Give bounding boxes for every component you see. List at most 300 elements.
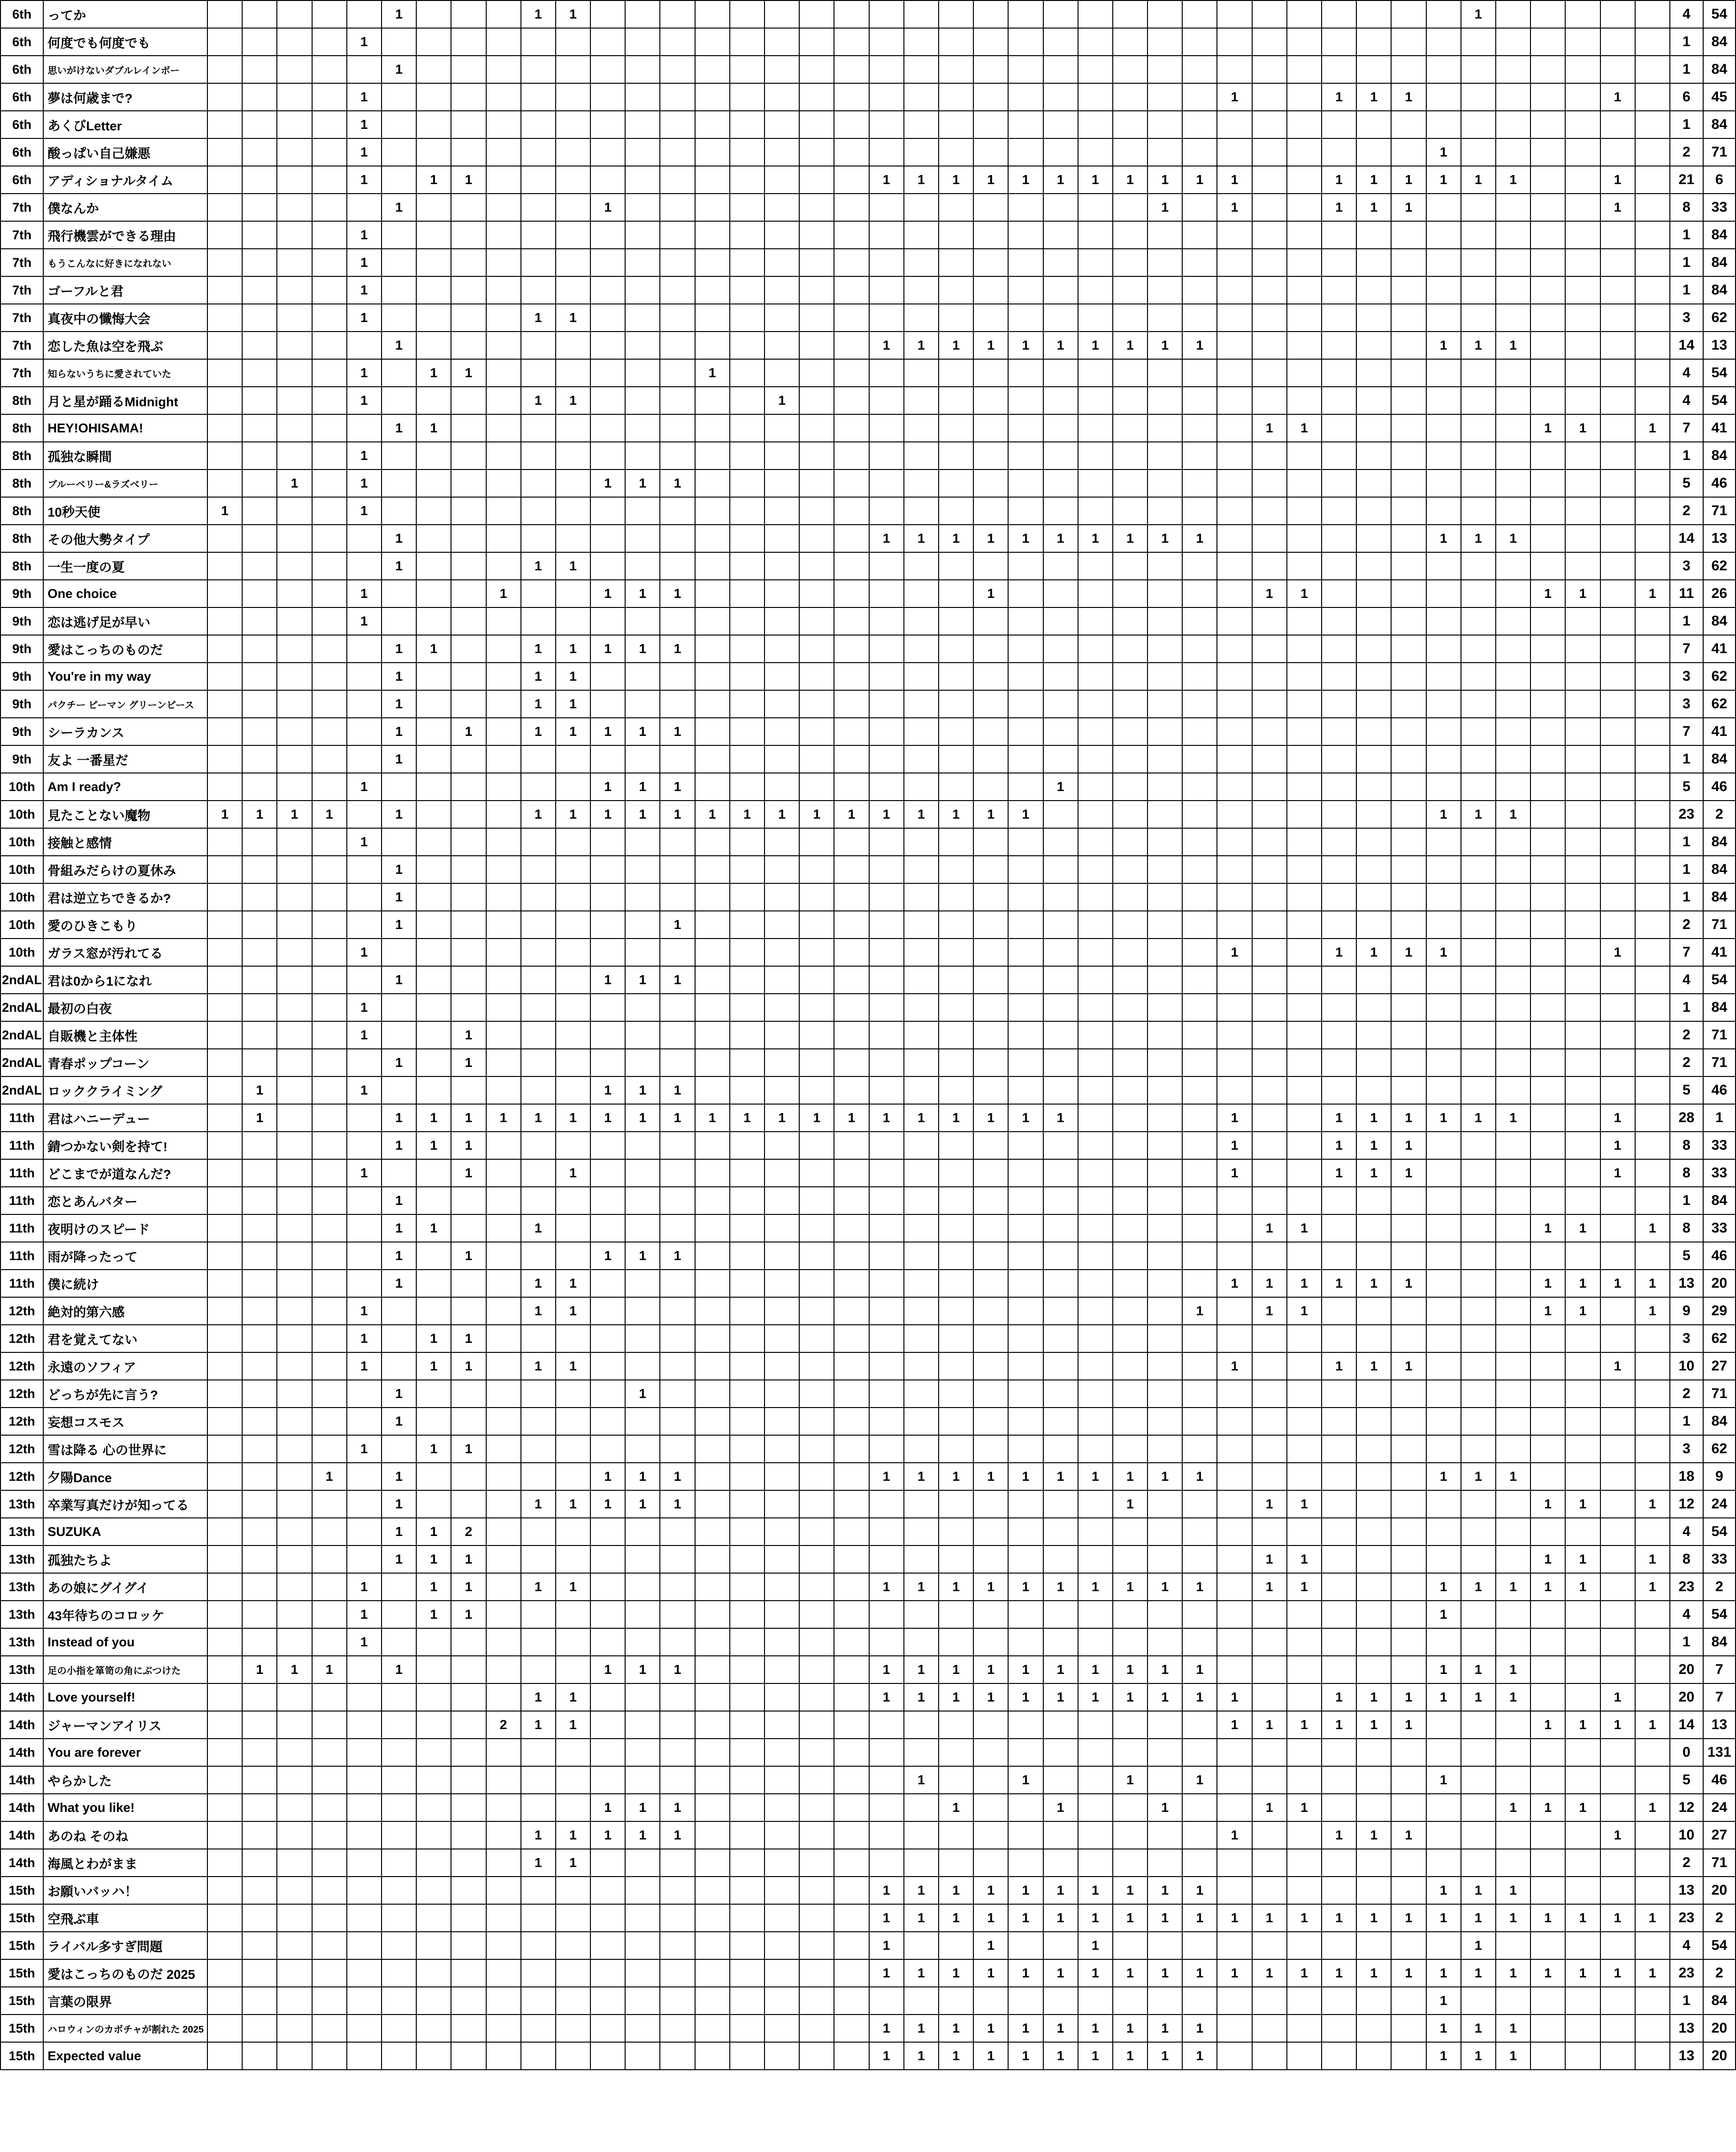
tally-cell [1043, 359, 1078, 387]
tally-cell [1356, 276, 1391, 304]
tally-cell [207, 1821, 242, 1849]
rank-cell: 62 [1703, 1435, 1736, 1463]
tally-cell [1043, 801, 1078, 828]
table-row [0, 663, 1736, 690]
tally-cell [1148, 28, 1182, 56]
tally-cell [1287, 1849, 1322, 1877]
tally-cell [347, 2042, 382, 2070]
tally-cell [973, 1711, 1008, 1739]
tally-cell [347, 1877, 382, 1904]
tally-cell [1008, 249, 1043, 276]
tally-cell [1391, 1987, 1426, 2015]
tally-cell [1217, 111, 1252, 138]
tally-cell [1113, 387, 1148, 414]
tally-cell [590, 221, 625, 249]
table-row [0, 1380, 1736, 1408]
tally-cell: 1 [382, 194, 416, 221]
tally-cell [1530, 221, 1565, 249]
tally-cell [730, 1297, 765, 1325]
tally-cell [416, 1463, 451, 1490]
tally-cell: 1 [416, 414, 451, 442]
tally-cell [834, 1435, 869, 1463]
tally-cell: 1 [1078, 525, 1113, 552]
tally-cell [1635, 966, 1670, 994]
tally-cell [1496, 0, 1530, 28]
tally-cell [1182, 28, 1217, 56]
total-count-cell: 1 [1670, 1987, 1703, 2015]
tally-cell: 1 [416, 1601, 451, 1628]
tally-cell [1322, 249, 1356, 276]
tally-cell [1217, 994, 1252, 1021]
tally-cell [416, 56, 451, 83]
total-count-cell: 10 [1670, 1821, 1703, 1849]
tally-cell: 1 [1252, 1297, 1287, 1325]
tally-cell: 1 [1078, 2015, 1113, 2042]
tally-cell: 1 [556, 718, 590, 745]
tally-cell [1530, 2042, 1565, 2070]
tally-cell [451, 1214, 486, 1242]
tally-cell [730, 304, 765, 332]
tally-cell [207, 56, 242, 83]
tally-cell [1008, 1076, 1043, 1104]
tally-cell [660, 1325, 695, 1352]
tally-cell [1426, 387, 1461, 414]
table-row [0, 1490, 1736, 1518]
tally-cell [277, 1959, 312, 1987]
tally-cell [277, 28, 312, 56]
tally-cell [556, 580, 590, 607]
total-count-cell: 4 [1670, 359, 1703, 387]
tally-cell [1287, 304, 1322, 332]
tally-cell: 1 [347, 497, 382, 525]
tally-cell [486, 166, 521, 194]
tally-cell [1252, 1242, 1287, 1270]
tally-cell [486, 1849, 521, 1877]
tally-cell [1600, 1849, 1635, 1877]
tally-cell [660, 1214, 695, 1242]
tally-cell: 1 [521, 1683, 556, 1711]
tally-cell [1287, 1932, 1322, 1959]
tally-cell [1600, 56, 1635, 83]
tally-cell [869, 1270, 904, 1297]
tally-cell [451, 1711, 486, 1739]
tally-cell [1217, 414, 1252, 442]
tally-cell [730, 718, 765, 745]
tally-cell: 1 [1391, 1821, 1426, 1849]
tally-cell [695, 1546, 730, 1573]
tally-cell [1217, 2042, 1252, 2070]
tally-cell [347, 1463, 382, 1490]
tally-cell: 1 [242, 1104, 277, 1132]
tally-cell [416, 1821, 451, 1849]
tally-cell [312, 1739, 347, 1766]
tally-cell [1078, 1187, 1113, 1214]
tally-cell [277, 1766, 312, 1794]
song-title-cell: 43年待ちのコロッケ [43, 1601, 207, 1628]
tally-cell [1496, 1628, 1530, 1656]
tally-cell [312, 1214, 347, 1242]
tally-cell [1043, 911, 1078, 939]
tally-cell [1217, 773, 1252, 801]
tally-cell [799, 1049, 834, 1076]
tally-cell [1113, 1104, 1148, 1132]
tally-cell [1635, 1739, 1670, 1766]
tally-cell [277, 414, 312, 442]
tally-cell: 1 [382, 1242, 416, 1270]
tally-cell: 1 [973, 801, 1008, 828]
release-cell: 9th [0, 663, 43, 690]
tally-cell [834, 1076, 869, 1104]
tally-cell: 1 [1391, 1683, 1426, 1711]
tally-cell [904, 470, 939, 497]
tally-cell [590, 1159, 625, 1187]
tally-cell [1391, 994, 1426, 1021]
tally-cell: 1 [1356, 83, 1391, 111]
tally-cell [1182, 1987, 1217, 2015]
tally-cell: 1 [1287, 1546, 1322, 1573]
tally-cell: 1 [347, 387, 382, 414]
rank-cell: 2 [1703, 1959, 1736, 1987]
tally-cell [834, 1601, 869, 1628]
tally-cell [869, 1739, 904, 1766]
tally-cell [1461, 1076, 1496, 1104]
tally-cell [1078, 276, 1113, 304]
tally-cell [1113, 1242, 1148, 1270]
tally-cell [1008, 1408, 1043, 1435]
tally-cell [1043, 1628, 1078, 1656]
release-cell: 14th [0, 1794, 43, 1821]
tally-cell [939, 28, 973, 56]
tally-cell [242, 2015, 277, 2042]
tally-cell: 1 [1426, 1987, 1461, 2015]
tally-cell [869, 1821, 904, 1849]
tally-cell [1252, 773, 1287, 801]
tally-cell: 1 [939, 801, 973, 828]
tally-cell: 1 [556, 801, 590, 828]
tally-cell [1426, 856, 1461, 883]
tally-cell [869, 111, 904, 138]
tally-cell [242, 1021, 277, 1049]
tally-cell [1530, 1683, 1565, 1711]
tally-cell: 1 [556, 1821, 590, 1849]
rank-cell: 33 [1703, 1214, 1736, 1242]
tally-cell [347, 56, 382, 83]
tally-cell [1113, 304, 1148, 332]
tally-cell: 1 [1496, 2042, 1530, 2070]
tally-cell [242, 83, 277, 111]
tally-cell [347, 1546, 382, 1573]
song-title-cell: 月と星が踊るMidnight [43, 387, 207, 414]
song-title-cell: 君は0から1になれ [43, 966, 207, 994]
tally-cell [1008, 1546, 1043, 1573]
tally-cell [1287, 883, 1322, 911]
tally-cell [660, 221, 695, 249]
tally-cell [277, 1021, 312, 1049]
rank-cell: 54 [1703, 0, 1736, 28]
tally-cell [242, 635, 277, 663]
tally-cell [1217, 745, 1252, 773]
release-cell: 13th [0, 1628, 43, 1656]
tally-cell: 1 [590, 966, 625, 994]
tally-cell [1008, 1518, 1043, 1546]
tally-cell [1426, 1159, 1461, 1187]
tally-cell [1322, 1049, 1356, 1076]
tally-cell [1635, 2042, 1670, 2070]
release-cell: 12th [0, 1435, 43, 1463]
release-cell: 11th [0, 1187, 43, 1214]
tally-cell [1461, 1546, 1496, 1573]
tally-cell [451, 1849, 486, 1877]
tally-cell [1426, 1076, 1461, 1104]
tally-cell [590, 497, 625, 525]
tally-cell: 1 [521, 1711, 556, 1739]
tally-cell: 1 [347, 221, 382, 249]
tally-cell [382, 1159, 416, 1187]
song-title-cell: 孤独たちよ [43, 1546, 207, 1573]
tally-cell [660, 138, 695, 166]
tally-cell [1496, 1021, 1530, 1049]
tally-cell [799, 1711, 834, 1739]
tally-cell [590, 56, 625, 83]
tally-cell [1322, 1656, 1356, 1683]
tally-cell [1391, 1463, 1426, 1490]
tally-cell [625, 1932, 660, 1959]
tally-cell [660, 883, 695, 911]
tally-cell [1182, 828, 1217, 856]
tally-cell [660, 387, 695, 414]
tally-cell [730, 828, 765, 856]
tally-cell [1287, 1352, 1322, 1380]
tally-cell [695, 414, 730, 442]
tally-cell [1391, 249, 1426, 276]
tally-cell: 1 [1287, 1270, 1322, 1297]
tally-cell [1530, 1849, 1565, 1877]
tally-cell [799, 2015, 834, 2042]
total-count-cell: 1 [1670, 56, 1703, 83]
tally-cell [869, 387, 904, 414]
tally-cell [1426, 1490, 1461, 1518]
tally-cell [590, 690, 625, 718]
tally-cell [1287, 83, 1322, 111]
tally-cell [799, 663, 834, 690]
tally-cell [799, 111, 834, 138]
tally-cell: 1 [1391, 194, 1426, 221]
tally-cell [1496, 939, 1530, 966]
tally-cell [730, 111, 765, 138]
tally-cell [277, 166, 312, 194]
tally-cell [486, 1435, 521, 1463]
tally-cell [834, 1187, 869, 1214]
tally-cell [1461, 194, 1496, 221]
tally-cell [1008, 1435, 1043, 1463]
tally-cell: 1 [939, 332, 973, 359]
song-title-cell: ガラス窓が汚れてる [43, 939, 207, 966]
tally-cell [1565, 1408, 1600, 1435]
total-count-cell: 10 [1670, 1352, 1703, 1380]
tally-cell [242, 1187, 277, 1214]
tally-cell [1461, 1021, 1496, 1049]
tally-cell [521, 883, 556, 911]
tally-cell [451, 1490, 486, 1518]
tally-cell [1148, 663, 1182, 690]
tally-cell [695, 1132, 730, 1159]
tally-cell [556, 1932, 590, 1959]
tally-cell [1356, 332, 1391, 359]
tally-cell [1322, 497, 1356, 525]
tally-cell [1217, 1739, 1252, 1766]
tally-cell [312, 332, 347, 359]
tally-cell: 1 [347, 1352, 382, 1380]
tally-cell [904, 1490, 939, 1518]
tally-cell [834, 663, 869, 690]
tally-cell [799, 28, 834, 56]
tally-cell: 1 [869, 1683, 904, 1711]
tally-cell [1565, 1021, 1600, 1049]
tally-cell [347, 414, 382, 442]
tally-cell [312, 1325, 347, 1352]
tally-cell [1078, 801, 1113, 828]
tally-cell [486, 1076, 521, 1104]
song-title-cell: ってか [43, 0, 207, 28]
tally-cell [277, 1380, 312, 1408]
tally-cell [242, 1959, 277, 1987]
tally-cell [1148, 1435, 1182, 1463]
tally-cell: 1 [869, 525, 904, 552]
total-count-cell: 23 [1670, 1573, 1703, 1601]
tally-cell [1461, 690, 1496, 718]
tally-cell [834, 607, 869, 635]
tally-cell [1496, 607, 1530, 635]
tally-cell [486, 414, 521, 442]
tally-cell [939, 773, 973, 801]
song-title-cell: 恋は逃げ足が早い [43, 607, 207, 635]
tally-cell [1635, 1242, 1670, 1270]
tally-cell [521, 111, 556, 138]
table-row [0, 1104, 1736, 1132]
tally-cell: 1 [1217, 166, 1252, 194]
table-row [0, 828, 1736, 856]
release-cell: 10th [0, 856, 43, 883]
tally-cell [416, 1739, 451, 1766]
tally-cell [1148, 828, 1182, 856]
tally-cell [765, 828, 799, 856]
tally-cell [695, 1932, 730, 1959]
tally-cell [1217, 2015, 1252, 2042]
tally-cell [939, 304, 973, 332]
total-count-cell: 23 [1670, 1959, 1703, 1987]
tally-cell [834, 856, 869, 883]
tally-cell [1461, 1739, 1496, 1766]
release-cell: 8th [0, 525, 43, 552]
tally-cell [416, 387, 451, 414]
tally-cell [382, 1352, 416, 1380]
tally-cell: 1 [1182, 166, 1217, 194]
tally-cell [869, 1325, 904, 1352]
release-cell: 9th [0, 607, 43, 635]
tally-cell [695, 2015, 730, 2042]
tally-cell [1182, 1435, 1217, 1463]
tally-cell: 1 [1635, 1904, 1670, 1932]
tally-cell [312, 497, 347, 525]
tally-cell [625, 1601, 660, 1628]
tally-cell [1148, 580, 1182, 607]
tally-cell [695, 194, 730, 221]
tally-cell [1496, 1711, 1530, 1739]
tally-cell [1043, 1242, 1078, 1270]
tally-cell [347, 1987, 382, 2015]
total-count-cell: 13 [1670, 1877, 1703, 1904]
tally-cell [486, 1683, 521, 1711]
tally-cell [451, 56, 486, 83]
song-title-cell: 君はハニーデュー [43, 1104, 207, 1132]
song-title-cell: 君を覚えてない [43, 1325, 207, 1352]
tally-cell [451, 1380, 486, 1408]
tally-cell [486, 249, 521, 276]
tally-cell [1496, 83, 1530, 111]
tally-cell [521, 56, 556, 83]
tally-cell [1530, 1932, 1565, 1959]
tally-cell [521, 745, 556, 773]
tally-cell [242, 414, 277, 442]
tally-cell [1182, 304, 1217, 332]
tally-cell [1496, 1297, 1530, 1325]
tally-cell: 1 [1461, 1683, 1496, 1711]
tally-cell [1148, 1932, 1182, 1959]
tally-cell [1252, 1683, 1287, 1711]
tally-cell [556, 1518, 590, 1546]
tally-cell [1356, 663, 1391, 690]
tally-cell [277, 525, 312, 552]
tally-cell [1426, 276, 1461, 304]
tally-cell [1217, 1656, 1252, 1683]
tally-cell [277, 966, 312, 994]
release-cell: 11th [0, 1270, 43, 1297]
tally-cell [973, 966, 1008, 994]
tally-cell [1287, 56, 1322, 83]
tally-cell: 1 [451, 1601, 486, 1628]
tally-cell [556, 111, 590, 138]
song-title-cell: 永遠のソフィア [43, 1352, 207, 1380]
tally-cell [1600, 1601, 1635, 1628]
tally-cell [904, 745, 939, 773]
tally-cell [1182, 994, 1217, 1021]
tally-cell [1043, 1601, 1078, 1628]
tally-cell: 1 [1182, 1959, 1217, 1987]
tally-cell [277, 1628, 312, 1656]
tally-cell [312, 1904, 347, 1932]
tally-cell [312, 1021, 347, 1049]
tally-cell [1078, 387, 1113, 414]
tally-cell: 1 [590, 718, 625, 745]
tally-cell: 1 [1113, 2015, 1148, 2042]
tally-cell [730, 470, 765, 497]
tally-cell [1391, 1435, 1426, 1463]
tally-cell [1217, 828, 1252, 856]
tally-cell [242, 911, 277, 939]
tally-cell [1043, 1821, 1078, 1849]
tally-cell [973, 1601, 1008, 1628]
tally-cell [347, 1959, 382, 1987]
tally-cell [625, 1546, 660, 1573]
tally-cell [207, 1049, 242, 1076]
tally-cell [973, 387, 1008, 414]
tally-cell [1461, 1270, 1496, 1297]
tally-cell [1496, 911, 1530, 939]
tally-cell [1565, 911, 1600, 939]
tally-cell [556, 994, 590, 1021]
tally-cell [1078, 194, 1113, 221]
tally-cell [242, 607, 277, 635]
